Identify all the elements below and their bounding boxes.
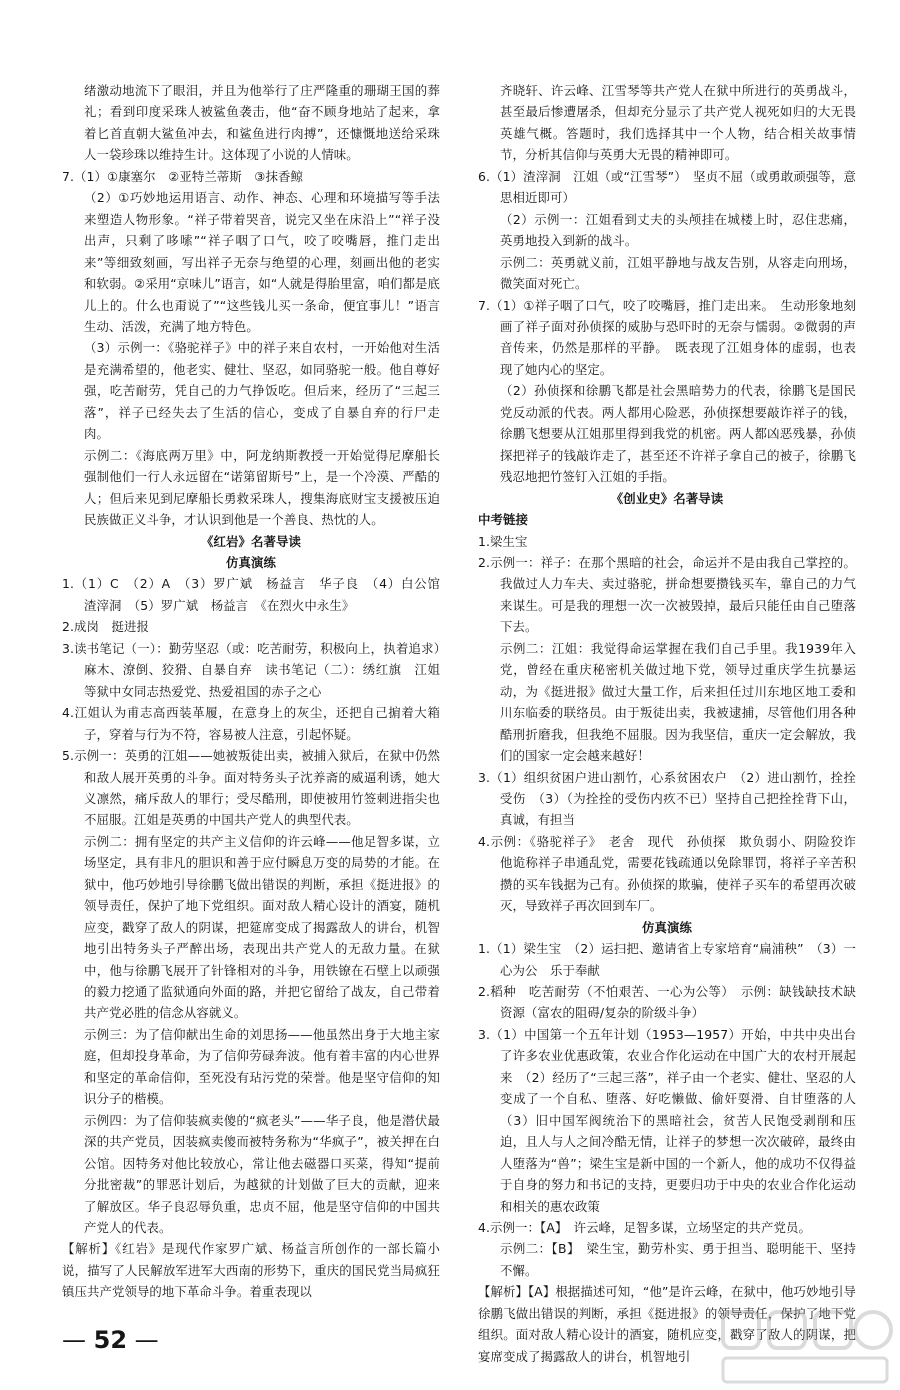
answer-paragraph: 2.成岗 挺进报 (62, 619, 149, 635)
answer-paragraph: 示例二：【B】 梁生宝，勤劳朴实、勇于担当、聪明能干、坚持不懈。 (500, 1241, 856, 1278)
answer-paragraph: 2.稻种 吃苦耐劳（不怕艰苦、一心为公等） 示例：缺钱缺技术缺资源（富农的阻碍/复杂的阶级斗争） (478, 984, 856, 1021)
watermark-logo (715, 1306, 895, 1390)
answer-paragraph: 1.梁生宝 (478, 533, 528, 549)
answer-paragraph: 齐晓轩、许云峰、江雪琴等共产党人在狱中所进行的英勇战斗，甚至最后惨遭屠杀，但却充分显示了共产党人视死如归的大无畏英雄气概。答题时，我们选择其中一个人物，结合相关故事情节，分析其信仰与英勇大无畏的精神即可。 (500, 83, 856, 163)
section-heading: 《创业史》名著导读 (610, 490, 724, 506)
answer-paragraph: 3.（1）中国第一个五年计划（1953—1957）开始，中共中央出台了许多农业优惠政策，农业合作化运动在中国广大的农村开展起来 （2）经历了“三起三落”，祥子由一个老实、健壮、坚忍的人变成了一个自私、堕落、好吃懒做、偷奸耍滑、自甘堕落的人 （3）旧中国军阀统治下的黑暗社会，贫苦人民饱受剥削和压迫，且人与人之间冷酷无情，让祥子的梦想一次次破碎，最终由人堕落为“兽”；梁生宝是新中国的一个新人，他的成功不仅得益于自身的努力和书记的支持，更要归功于中央的农业合作化运动和相关的惠农政策 (478, 1026, 869, 1214)
answer-paragraph: 1.（1）梁生宝 （2）运扫把、邀请省上专家培育“扁浦秧” （3）一心为公 乐于奉献 (478, 941, 856, 978)
answer-paragraph: （2）孙侦探和徐鹏飞都是社会黑暗势力的代表，徐鹏飞是国民党反动派的代表。两人都用心险恶，孙侦探想要敲诈祥子的钱，徐鹏飞想要从江姐那里得到我党的机密。两人都凶恶残暴，孙侦探把祥子的钱敲诈走了，甚至还不许祥子拿自己的被子，徐鹏飞残忍地把竹签钉入江姐的手指。 (500, 383, 856, 485)
answer-paragraph: 7.（1）①康塞尔 ②亚特兰蒂斯 ③抹香鲸 (62, 168, 303, 184)
answer-paragraph: 3.读书笔记（一）：勤劳坚忍（或：吃苦耐劳，积极向上，执着追求） 麻木、潦倒、狡猾、自暴自弃 读书笔记（二）：绣红旗 江姐等狱中女同志热爱党、热爱祖国的赤子之心 (62, 640, 453, 699)
answer-paragraph: 6.（1）渣滓洞 江姐（或“江雪琴”） 坚贞不屈（或勇敢顽强等，意思相近即可） (478, 168, 856, 206)
answer-paragraph: 4.江姐认为甫志高西装革履，在意身上的灰尘，还把自己掮着大箱子，穿着与行为不符，容易被人注意，引起怀疑。 (62, 705, 440, 742)
answer-paragraph: 4.示例一：【A】 许云峰，足智多谋，立场坚定的共产党员。 (478, 1220, 811, 1236)
answer-paragraph: （3）示例一：《骆驼祥子》中的祥子来自农村，一开始他对生活是充满希望的，他老实、健壮、坚忍，如同骆驼一般。他自尊好强，吃苦耐劳，凭自己的力气挣饭吃。但后来，经历了“三起三落”，祥子已经失去了生活的信心，变成了自暴自弃的行尸走肉。 (84, 340, 440, 442)
section-heading: 《红岩》名著导读 (201, 533, 301, 549)
answer-paragraph: 2.示例一：祥子：在那个黑暗的社会，命运并不是由我自己掌控的。我做过人力车夫、卖过骆驼，拼命想要攒钱买车，靠自己的力气来谋生。可是我的理想一次一次被毁掉，最后只能任由自己堕落下去。 (478, 554, 856, 635)
left-column (62, 80, 453, 1303)
answer-paragraph: 示例三：为了信仰献出生命的刘思扬——他虽然出身于大地主家庭，但却投身革命，为了信仰劳碌奔波。他有着丰富的内心世界和坚定的革命信仰，至死没有玷污党的荣誉。他是坚守信仰的知识分子的楷模。 (84, 1026, 440, 1107)
answer-paragraph: 1.（1）C （2）A （3）罗广斌 杨益言 华子良 （4）白公馆 渣滓洞 （5）罗广斌 杨益言 《在烈火中永生》 (62, 576, 453, 613)
right-column (478, 80, 869, 1367)
answer-paragraph: 示例二：英勇就义前，江姐平静地与战友告别，从容走向刑场，微笑面对死亡。 (500, 254, 856, 292)
section-heading: 仿真演练 (642, 919, 692, 935)
answer-paragraph: 3.（1）组织贫困户进山割竹，心系贫困农户 （2）进山割竹，拴拴受伤 （3）（为拴拴的受伤内疚不已）坚持自己把拴拴背下山，真诚，有担当 (478, 769, 856, 828)
answer-paragraph: 示例二：拥有坚定的共产主义信仰的许云峰——他足智多谋，立场坚定，具有非凡的胆识和善于应付瞬息万变的局势的才能。在狱中，他巧妙地引导徐鹏飞做出错误的判断，承担《挺进报》的领导责任，保护了地下党组织。面对敌人精心设计的酒宴，随机应变，戳穿了敌人的阴谋，把筵席变成了揭露敌人的讲台，机智地引出特务头子严醉出场，表现出共产党人的无敌力量。在狱中，他与徐鹏飞展开了针锋相对的斗争，用铁镣在石壁上以顽强的毅力挖通了监狱通向外面的路，并把它留给了战友，自己带着共产党必胜的信念从容就义。 (84, 833, 440, 1021)
answer-paragraph: 5.示例一：英勇的江姐——她被叛徒出卖，被捕入狱后，在狱中仍然和敌人展开英勇的斗争。面对特务头子沈养斋的威逼利诱，她大义凛然，痛斥敌人的罪行；受尽酷刑，即使被用竹签刺进指尖也不屈服。江姐是英勇的中国共产党人的典型代表。 (62, 748, 440, 828)
answer-paragraph: （2）示例一：江姐看到丈夫的头颅挂在城楼上时，忍住悲痛，英勇地投入到新的战斗。 (500, 211, 856, 249)
answer-paragraph: 中考链接 (478, 512, 528, 528)
answer-paragraph: 绪激动地流下了眼泪，并且为他举行了庄严隆重的珊瑚王国的葬礼；看到印度采珠人被鲨鱼袭击，他“奋不顾身地站了起来，拿着匕首直朝大鲨鱼冲去，和鲨鱼进行肉搏”，还慷慨地送给采珠人一袋珍珠以维持生计。这体现了小说的人情味。 (84, 83, 440, 163)
page-number: — 52 — (62, 1326, 159, 1354)
answer-paragraph: 示例二：江姐：我觉得命运掌握在我们自己手里。我1939年入党，曾经在重庆秘密机关做过地下党，领导过重庆学生抗暴运动，为《挺进报》做过大量工作，后来担任过川东地区地工委和川东临委的联络员。由于叛徒出卖，我被逮捕，尽管他们用各种酷刑折磨我，但我绝不屈服。因为我坚信，重庆一定会解放，我们的国家一定会越来越好！ (500, 640, 856, 764)
answer-paragraph: （2）①巧妙地运用语言、动作、神态、心理和环境描写等手法来塑造人物形象。“祥子带着哭音，说完又坐在床沿上”“祥子没出声，只剩了哆嗦”“祥子咽了口气，咬了咬嘴唇，推门走出来”等细致刻画，写出祥子无奈与绝望的心理，刻画出他的老实和软弱。②采用“京味儿”语言，如“人就是得胎里富，咱们都是底儿上的。什么也甭说了”“这些钱儿买一条命，便宜事儿！”语言生动、活泼，充满了地方特色。 (84, 190, 440, 334)
answer-paragraph: 示例四：为了信仰装疯卖傻的“疯老头”——华子良，他是潜伏最深的共产党员，因装疯卖傻而被特务称为“华疯子”，被关押在白公馆。因特务对他比较放心，常让他去磁器口买菜，得知“提前分批密裁”的罪恶计划后，为越狱的计划做了巨大的贡献，迎来了解放区。华子良忍辱负重，忠贞不屈，他是坚守信仰的中国共产党人的代表。 (84, 1112, 440, 1236)
answer-paragraph: 4.示例：《骆驼祥子》 老舍 现代 孙侦探 欺负弱小、阴险狡诈 他诡称祥子串通乱党，需要花钱疏通以免除罪罚，将祥子辛苦积攒的买车钱据为己有。孙侦探的欺骗，使祥子买车的希望再次破灭，导致祥子再次回到车厂。 (478, 833, 869, 914)
answer-paragraph: 示例二：《海底两万里》中，阿龙纳斯教授一开始觉得尼摩船长强制他们一行人永远留在“诺第留斯号”上，是一个冷漠、严酷的人；但后来见到尼摩船长勇救采珠人，搜集海底财宝支援被压迫民族做正义斗争，才认识到他是一个善良、热忱的人。 (84, 447, 440, 528)
answer-paragraph: 7.（1）①祥子咽了口气，咬了咬嘴唇，推门走出来。 生动形象地刻画了祥子面对孙侦探的威胁与恐吓时的无奈与懦弱。②微弱的声音传来，仍然是那样的平静。 既表现了江姐身体的虚弱，也表现了她内心的坚定。 (478, 297, 856, 377)
answer-paragraph: 【解析】【A】根据描述可知，“他”是许云峰，在狱中，他巧妙地引导徐鹏飞做出错误的判断，承担《挺进报》的领导责任，保护了地下党组织。面对敌人精心设计的酒宴，随机应变，戳穿了敌人的阴谋，把宴席变成了揭露敌人的讲台，机智地引 (478, 1284, 856, 1364)
answer-paragraph: 【解析】《红岩》是现代作家罗广斌、杨益言所创作的一部长篇小说，描写了人民解放军进军大西南的形势下，重庆的国民党当局疯狂镇压共产党领导的地下革命斗争。着重表现以 (62, 1241, 440, 1300)
section-heading: 仿真演练 (226, 554, 276, 570)
